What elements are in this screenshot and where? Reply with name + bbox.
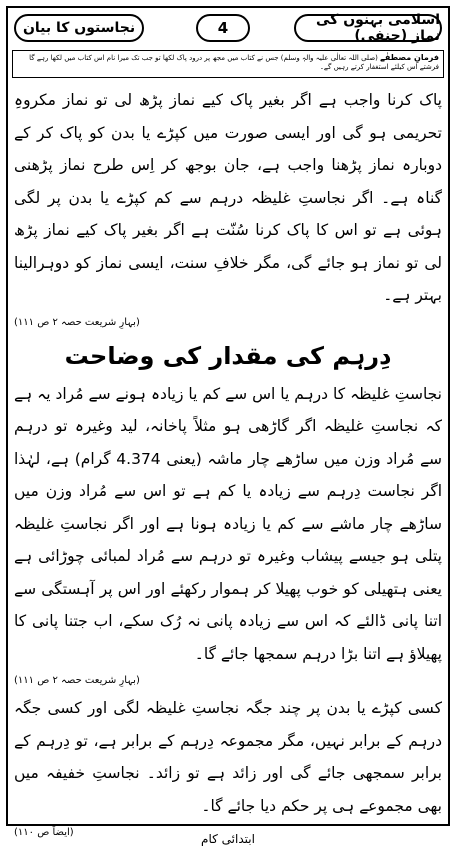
reference-1: (بہارِ شریعت حصہ ۲ ص ۱۱۱)	[14, 316, 140, 328]
main-content	[14, 84, 442, 844]
section-heading: دِرہم کی مقدار کی وضاحت	[64, 341, 392, 370]
chapter-title: نجاستوں کا بیان	[14, 14, 144, 42]
notice-label: فرمانِ مصطفٰے	[380, 53, 439, 62]
notice-box	[12, 50, 444, 78]
notice-text: (صلی اللہ تعالٰی علیہ والہٖ وسلم) جس نے کتاب میں مجھ پر درود پاک لکھا تو جب تک میرا نام اس کتاب میں لکھا رہے گا فرشتے اس کیلئے استغفار کرتے رہیں گے۔	[29, 54, 439, 71]
paragraph-1: پاک کرنا واجب ہے اگر بغیر پاک کیے نماز پڑھ لی تو نماز مکروہِ تحریمی ہو گی اور ایسی صورت میں کپڑے یا بدن کو پاک کر کے دوبارہ نماز پڑھنا واجب ہے، جان بوجھ کر اِس طرح نماز پڑھنی گناہ ہے۔ اگر نجاستِ غلیظہ درہم سے کم کپڑے یا بدن پر لگی ہوئی ہے تو اس کا پاک کرنا سُنّت ہے اگر بغیر پاک کیے نماز پڑھ لی تو نماز ہو جائے گی، مگر خلافِ سنت، ایسی نماز کو دوہرالینا بہتر ہے۔	[14, 91, 442, 304]
page-footer: ابتدائی کام	[201, 832, 255, 846]
paragraph-2: نجاستِ غلیظہ کا درہم یا اس سے کم یا زیادہ ہونے سے مُراد یہ ہے کہ نجاستِ غلیظہ اگر گاڑھی ہو مثلاً پاخانہ، لید وغیرہ تو درہم سے مُراد وزن میں ساڑھے چار ماشہ (یعنی 4.374 گرام) ہے، لہٰذا اگر نجاست دِرہم سے زیادہ یا کم ہے تو اس سے مُراد وزن میں ساڑھے چار ماشے سے کم یا زیادہ ہونا ہے اور اگر نجاستِ غلیظہ پتلی ہو جیسے پیشاب وغیرہ تو درہم سے مُراد لمبائی چوڑائی ہے یعنی ہتھیلی کو خوب پھیلا کر ہموار رکھئے اور اس پر آہستگی سے اتنا پانی ڈالئے کہ اس سے زیادہ پانی نہ رُک سکے، اب جتنا پانی کا پھیلاؤ ہے اتنا بڑا درہم سمجھا جائے گا۔	[14, 384, 443, 663]
reference-3: (ایضاً ص ۱۱۰)	[14, 827, 74, 838]
page-number: 4	[196, 14, 250, 42]
paragraph-3: کسی کپڑے یا بدن پر چند جگہ نجاستِ غلیظہ لگی اور کسی جگہ درہم کے برابر نہیں، مگر مجموعہ دِرہم کے برابر ہے، تو دِرہم کے برابر سمجھی جائے گی اور زائد ہے تو زائد۔ نجاستِ خفیفہ میں بھی مجموعے ہی پر حکم دیا جائے گا۔	[14, 699, 442, 815]
page-header	[8, 8, 448, 50]
book-title: اسلامی بہنوں کی نماز (حنفی)	[294, 14, 442, 42]
reference-2: (بہارِ شریعت حصہ ۲ ص ۱۱۱)	[14, 675, 140, 686]
page-frame	[6, 6, 450, 838]
